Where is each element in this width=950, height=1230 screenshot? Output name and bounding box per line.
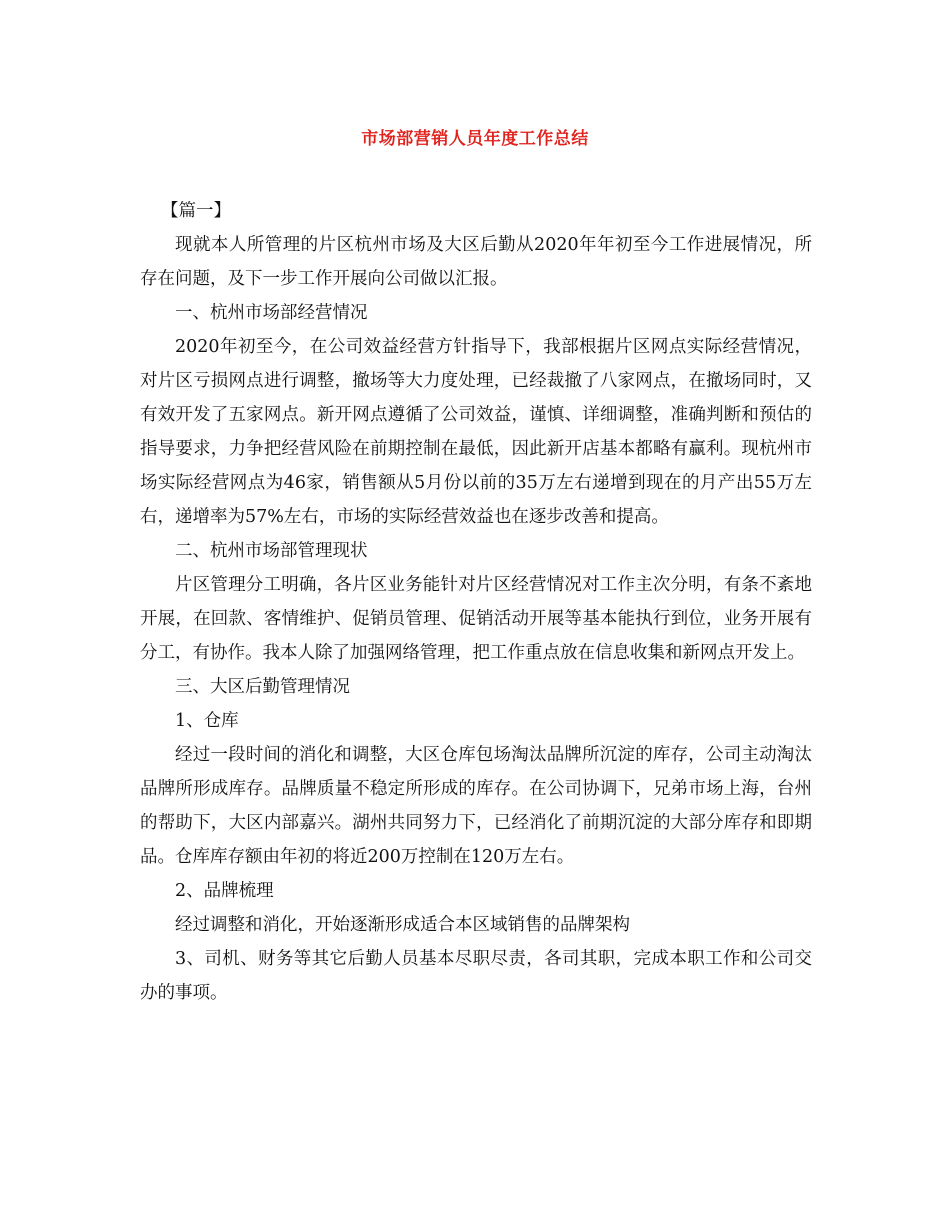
section-heading-3: 三、大区后勤管理情况 [175, 677, 350, 697]
document-title: 市场部营销人员年度工作总结 [361, 129, 589, 149]
subheading-warehouse: 1、仓库 [175, 711, 239, 731]
section-heading-2: 二、杭州市场部管理现状 [175, 541, 368, 561]
section-heading-1: 一、杭州市场部经营情况 [175, 303, 368, 323]
section-heading-chapter: 【篇一】 [161, 201, 231, 221]
paragraph-management: 片区管理分工明确，各片区业务能针对片区经营情况对工作主次分明，有条不紊地开展，在回款、客情维护、促销员管理、促销活动开展等基本能执行到位，业务开展有分工，有协作。我本人除了加强网络管理，把工作重点放在信息收集和新网点开发上。 [140, 575, 812, 663]
paragraph-operations: 2020年初至今，在公司效益经营方针指导下，我部根据片区网点实际经营情况，对片区亏损网点进行调整，撤场等大力度处理，已经裁撤了八家网点，在撤场同时，又有效开发了五家网点。新开网点遵循了公司效益，谨慎、详细调整，准确判断和预估的指导要求，力争把经营风险在前期控制在最低，因此新开店基本都略有赢利。现杭州市场实际经营网点为46家，销售额从5月份以前的35万左右递增到现在的月产出55万左右，递增率为57%左右，市场的实际经营效益也在逐步改善和提高。 [140, 337, 812, 527]
paragraph-warehouse: 经过一段时间的消化和调整，大区仓库包场淘汰品牌所沉淀的库存，公司主动淘汰品牌所形成库存。品牌质量不稳定所形成的库存。在公司协调下，兄弟市场上海，台州的帮助下，大区内部嘉兴。湖州共同努力下，已经消化了前期沉淀的大部分库存和即期品。仓库库存额由年初的将近200万控制在120万左右。 [140, 745, 812, 867]
paragraph-brand: 经过调整和消化，开始逐渐形成适合本区域销售的品牌架构 [175, 915, 630, 935]
paragraph-staff: 3、司机、财务等其它后勤人员基本尽职尽责，各司其职，完成本职工作和公司交办的事项。 [140, 949, 812, 1003]
intro-paragraph: 现就本人所管理的片区杭州市场及大区后勤从2020年年初至今工作进展情况，所存在问题，及下一步工作开展向公司做以汇报。 [140, 235, 812, 289]
document-body [140, 194, 812, 1010]
subheading-brand: 2、品牌梳理 [175, 881, 274, 901]
